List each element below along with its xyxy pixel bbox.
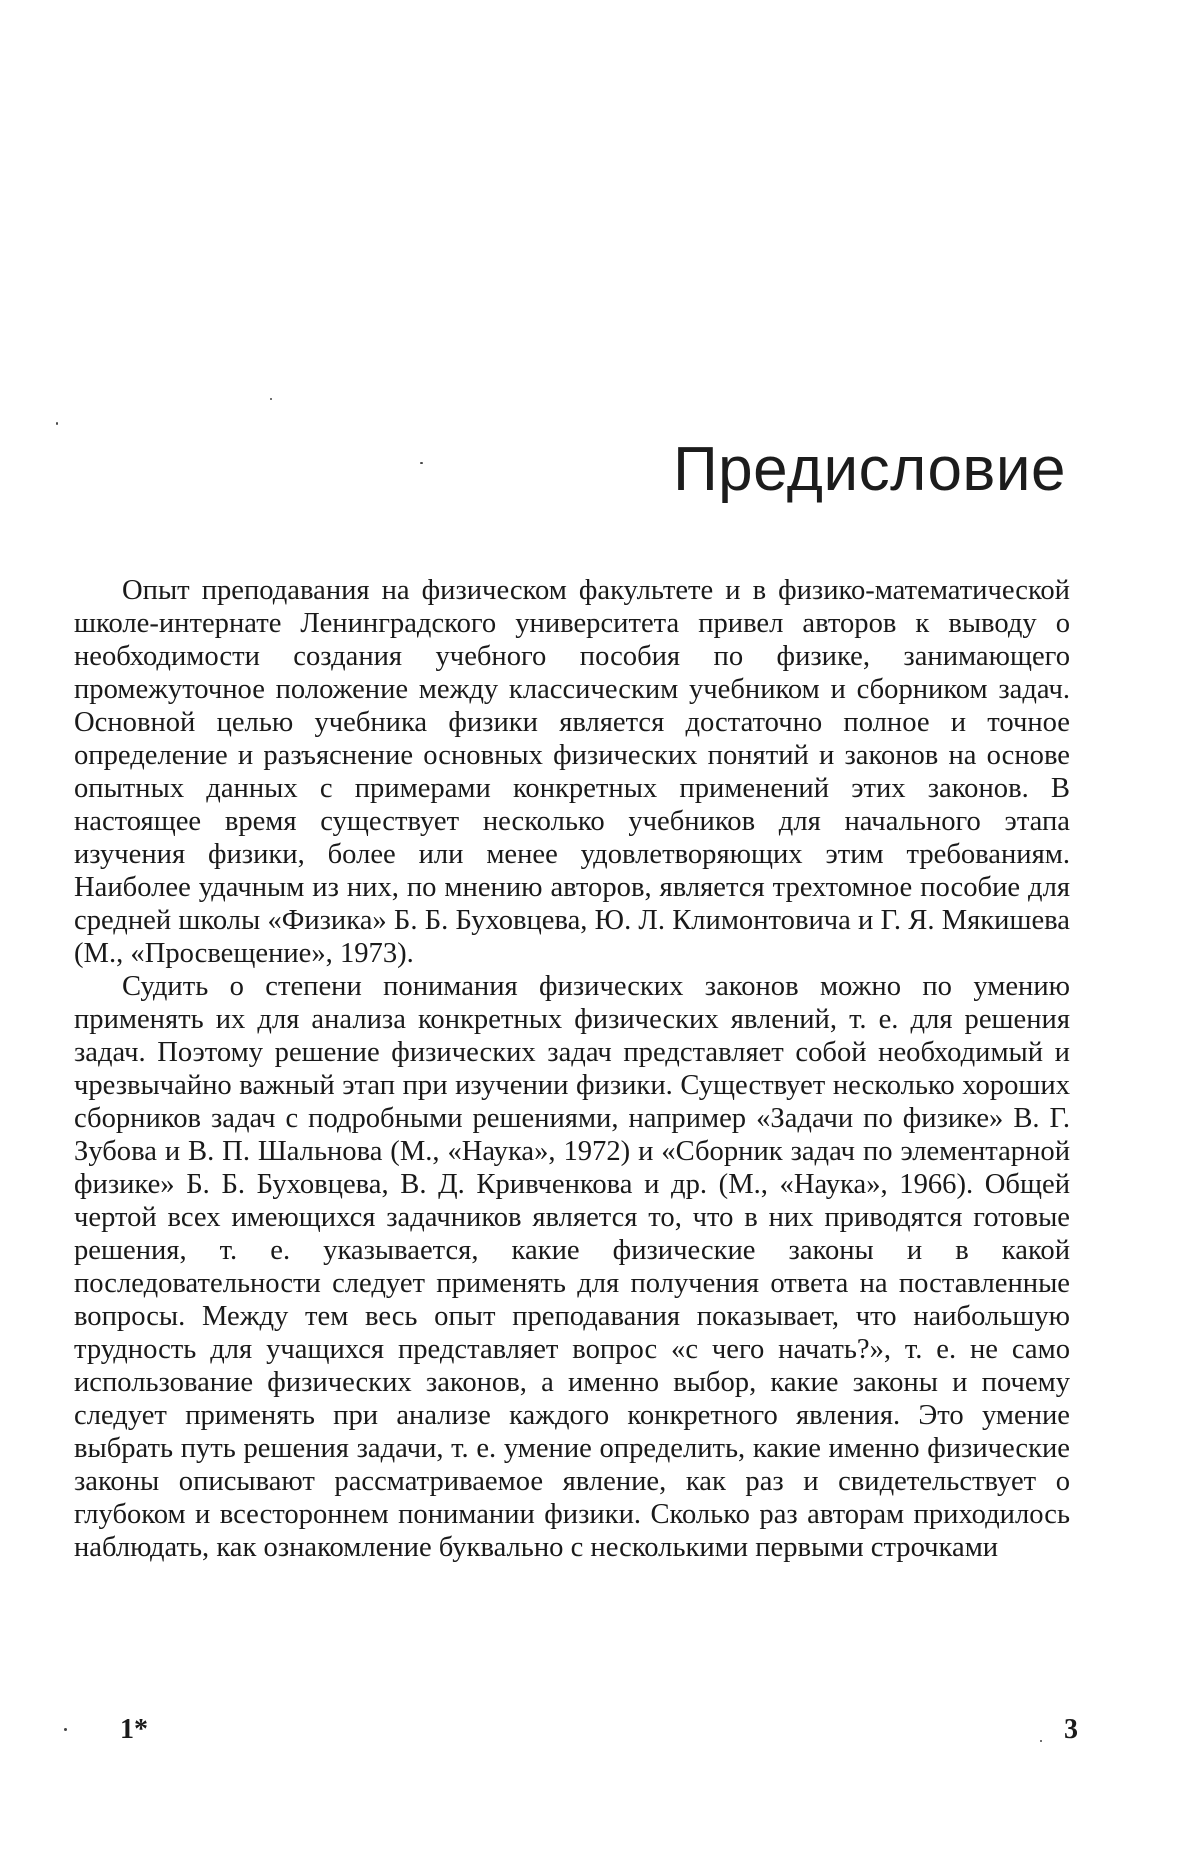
chapter-title: Предисловие <box>673 435 1066 504</box>
scan-speck <box>64 1728 67 1731</box>
scan-speck <box>56 422 58 425</box>
scan-speck <box>1040 1740 1042 1742</box>
page-number: 3 <box>1064 1714 1078 1745</box>
paragraph-1: Опыт преподавания на физическом факультете и в физико-математической школе-интернате Ленинградского университета привел авторов к выводу о необходимости создания учебного пособия по физике, занимающего промежуточное положение между классическим учебником и сборником задач. Основной целью учебника физики является достаточно полное и точное определение и разъяснение основных физических понятий и законов на основе опытных данных с примерами конкретных применений этих законов. В настоящее время существует несколько учебников для начального этапа изучения физики, более или менее удовлетворяющих этим требованиям. Наиболее удачным из них, по мнению авторов, является трехтомное пособие для средней школы «Физика» Б. Б. Буховцева, Ю. Л. Климонтовича и Г. Я. Мякишева (М., «Просвещение», 1973). <box>74 575 1070 969</box>
body-text <box>74 574 1070 1564</box>
paragraph-2: Судить о степени понимания физических законов можно по умению применять их для анализа конкретных физических явлений, т. е. для решения задач. Поэтому решение физических задач представляет собой необходимый и чрезвычайно важный этап при изучении физики. Существует несколько хороших сборников задач с подробными решениями, например «Задачи по физике» В. Г. Зубова и В. П. Шальнова (М., «Наука», 1972) и «Сборник задач по элементарной физике» Б. Б. Буховцева, В. Д. Кривченкова и др. (М., «Наука», 1966). Общей чертой всех имеющихся задачников является то, что в них приводятся готовые решения, т. е. указывается, какие физические законы и в какой последовательности следует применять для получения ответа на поставленные вопросы. Между тем весь опыт преподавания показывает, что наибольшую трудность для учащихся представляет вопрос «с чего начать?», т. е. не само использование физических законов, а именно выбор, какие законы и почему следует применять при анализе каждого конкретного явления. Это умение выбрать путь решения задачи, т. е. умение определить, какие именно физические законы описывают рассматриваемое явление, как раз и свидетельствует о глубоком и всестороннем понимании физики. Сколько раз авторам приходилось наблюдать, как ознакомление буквально с несколькими первыми строчками <box>74 971 1070 1563</box>
scan-speck <box>420 462 423 464</box>
page-footer <box>74 1714 1078 1754</box>
scan-speck <box>270 398 272 400</box>
signature-mark: 1* <box>120 1714 148 1745</box>
